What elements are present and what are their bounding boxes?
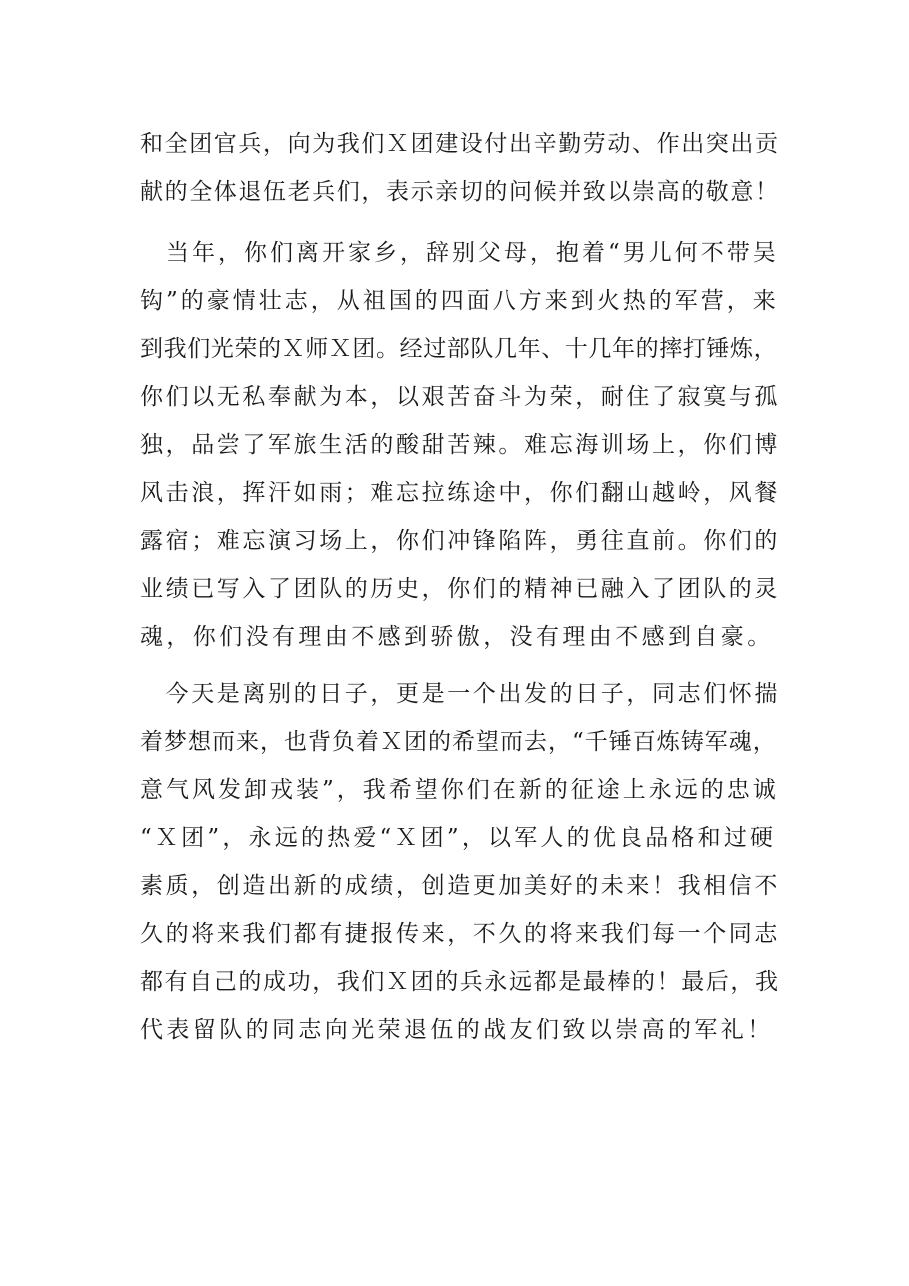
text-line: 着梦想而来，也背负着Ｘ团的希望而去，“千锤百炼铸军魂，	[140, 729, 777, 755]
text-line: 魂，你们没有理由不感到骄傲，没有理由不感到自豪。	[140, 624, 774, 650]
text-line: 和全团官兵，向为我们Ｘ团建设付出辛勤劳动、作出突出贡	[140, 131, 780, 157]
text-line: 素质，创造出新的成绩，创造更加美好的未来！我相信不	[140, 873, 780, 899]
text-line: 你们以无私奉献为本，以艰苦奋斗为荣，耐住了寂寞与孤	[140, 384, 780, 410]
text-line: 当年，你们离开家乡，辞别父母，抱着“男儿何不带吴	[140, 240, 779, 266]
text-line: 久的将来我们都有捷报传来，不久的将来我们每一个同志	[140, 921, 780, 947]
text-line: 独，品尝了军旅生活的酸甜苦辣。难忘海训场上，你们博	[140, 432, 780, 458]
text-line: 钩”的豪情壮志，从祖国的四面八方来到火热的军营，来	[140, 288, 779, 314]
text-line: 今天是离别的日子，更是一个出发的日子，同志们怀揣	[140, 681, 780, 707]
text-line: 到我们光荣的Ｘ师Ｘ团。经过部队几年、十几年的摔打锤炼，	[140, 336, 778, 362]
text-line: 业绩已写入了团队的历史，你们的精神已融入了团队的灵	[140, 576, 780, 602]
text-line: 代表留队的同志向光荣退伍的战友们致以崇高的军礼！	[140, 1017, 774, 1043]
text-line: “Ｘ团”，永远的热爱“Ｘ团”，以军人的优良品格和过硬	[140, 825, 777, 851]
text-line: 风击浪，挥汗如雨；难忘拉练途中，你们翻山越岭，风餐	[140, 480, 780, 506]
text-line: 露宿；难忘演习场上，你们冲锋陷阵，勇往直前。你们的	[140, 528, 780, 554]
text-line: 献的全体退伍老兵们，表示亲切的问候并致以崇高的敬意！	[140, 179, 780, 205]
text-line: 意气风发卸戎装”，我希望你们在新的征途上永远的忠诚	[140, 777, 779, 803]
text-line: 都有自己的成功，我们Ｘ团的兵永远都是最棒的！最后，我	[140, 969, 780, 995]
